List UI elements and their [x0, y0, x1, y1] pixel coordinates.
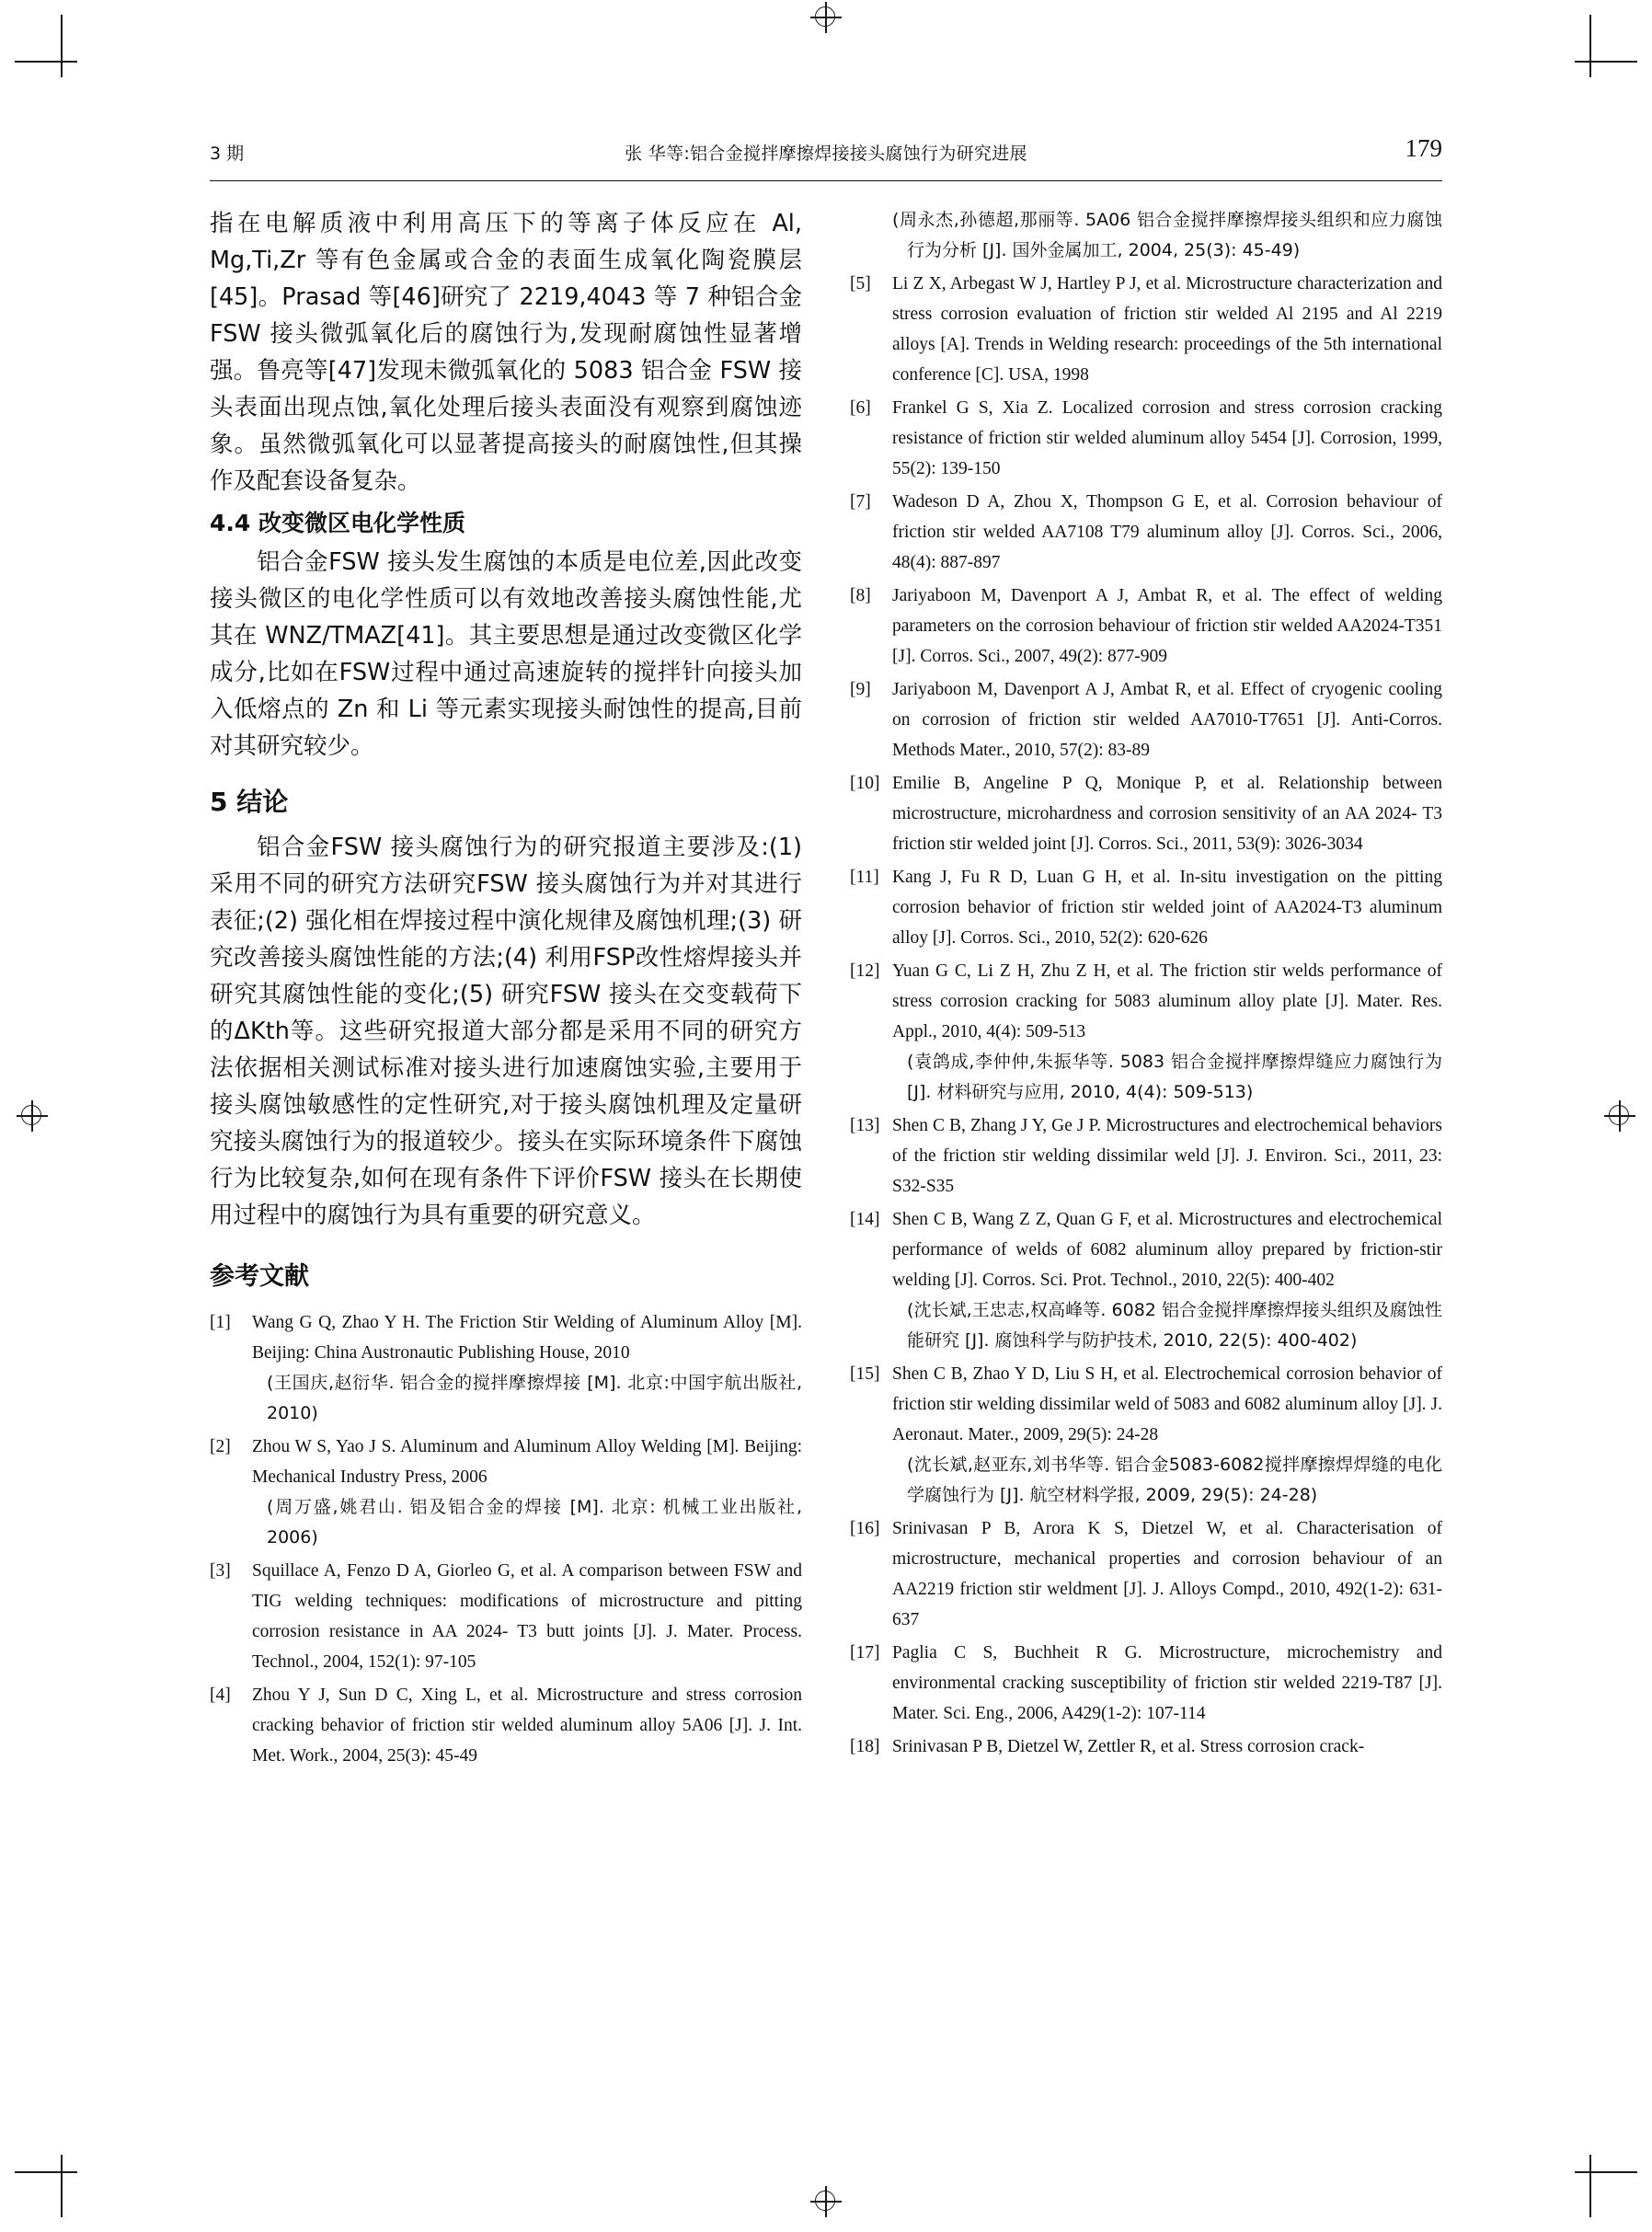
page-number: 179 — [1405, 134, 1442, 162]
crop-mark-top-right-v — [1589, 15, 1591, 77]
reference-number: [12] — [850, 961, 880, 981]
reference-number: [15] — [850, 1364, 880, 1384]
list-item — [850, 269, 1442, 390]
list-item — [850, 1638, 1442, 1729]
list-item — [850, 674, 1442, 765]
list-item — [850, 1732, 1442, 1762]
reference-text: Yuan G C, Li Z H, Zhu Z H, et al. The friction stir welds performance of stress corrosion cracking for 5083 aluminum alloy plate [J]. Mater. Res. Appl., 2010, 4(4): 509-513 — [892, 961, 1442, 1041]
list-item — [210, 1432, 802, 1553]
list-item — [850, 1204, 1442, 1356]
reference-text: Squillace A, Fenzo D A, Giorleo G, et al. A comparison between FSW and TIG welding techniques: modifications of microstructure and pitting corrosion resistance in AA 2024- T3 butt joints [J]. J. Mater. Process. Technol., 2004, 152(1): 97-105 — [252, 1561, 802, 1672]
reference-list-left — [210, 1307, 802, 1771]
crop-mark-bottom-left-v — [61, 2155, 63, 2217]
reference-number: [2] — [210, 1437, 231, 1456]
reference-number: [3] — [210, 1561, 231, 1581]
reference-number: [4] — [210, 1686, 231, 1705]
reference-text: Jariyaboon M, Davenport A J, Ambat R, et al. The effect of welding parameters on the corrosion behaviour of friction stir welded AA2024-T351 [J]. Corros. Sci., 2007, 49(2): 877-909 — [892, 586, 1442, 666]
crop-mark-bottom-right-h — [1575, 2171, 1637, 2173]
reference-text-chinese: (沈长斌,赵亚东,刘书华等. 铝合金5083-6082搅拌摩擦焊焊缝的电化学腐蚀行为 [J]. 航空材料学报, 2009, 29(5): 24-28) — [907, 1455, 1442, 1505]
running-title: 张 华等:铝合金搅拌摩擦焊接接头腐蚀行为研究进展 — [625, 144, 1027, 164]
reference-continuation-chinese: (周永杰,孙德超,那丽等. 5A06 铝合金搅拌摩擦焊接头组织和应力腐蚀行为分析 [J]. 国外金属加工, 2004, 25(3): 45-49) — [892, 210, 1442, 260]
reference-list-right — [850, 269, 1442, 1762]
reference-number: [8] — [850, 586, 871, 605]
running-head — [210, 134, 1442, 181]
reference-number: [6] — [850, 398, 871, 418]
crop-mark-top-right-h — [1575, 61, 1637, 63]
reference-number: [18] — [850, 1737, 880, 1756]
reference-number: [13] — [850, 1116, 880, 1135]
list-item — [210, 1307, 802, 1429]
reference-number: [10] — [850, 774, 880, 793]
reference-text-chinese: (袁鸽成,李仲仲,朱振华等. 5083 铝合金搅拌摩擦焊缝应力腐蚀行为 [J]. 材料研究与应用, 2010, 4(4): 509-513) — [907, 1052, 1442, 1102]
heading-section-4-4: 4.4 改变微区电化学性质 — [210, 510, 465, 536]
reference-text: Frankel G S, Xia Z. Localized corrosion and stress corrosion cracking resistance of friction stir welded aluminum alloy 5454 [J]. Corrosion, 1999, 55(2): 139-150 — [892, 398, 1442, 478]
reference-text: Zhou W S, Yao J S. Aluminum and Aluminum Alloy Welding [M]. Beijing: Mechanical Industry Press, 2006 — [252, 1437, 802, 1487]
list-item — [850, 768, 1442, 859]
reference-text: Wang G Q, Zhao Y H. The Friction Stir Welding of Aluminum Alloy [M]. Beijing: China Austronautic Publishing House, 2010 — [252, 1313, 802, 1363]
reference-text: Jariyaboon M, Davenport A J, Ambat R, et al. Effect of cryogenic cooling on corrosion of friction stir welded AA7010-T7651 [J]. Anti-Corros. Methods Mater., 2010, 57(2): 83-89 — [892, 680, 1442, 760]
paragraph-section-4-4: 铝合金FSW 接头发生腐蚀的本质是电位差,因此改变接头微区的电化学性质可以有效地改善接头腐蚀性能,尤其在 WNZ/TMAZ[41]。其主要思想是通过改变微区化学成分,比如在FSW过程中通过高速旋转的搅拌针向接头加入低熔点的 Zn 和 Li 等元素实现接头耐蚀性的提高,目前对其研究较少。 — [210, 548, 802, 760]
reference-number: [11] — [850, 868, 879, 887]
crop-mark-bottom-left-h — [15, 2171, 77, 2173]
reference-text: Emilie B, Angeline P Q, Monique P, et al. Relationship between microstructure, microhardness and corrosion sensitivity of an AA 2024- T3 friction stir welded joint [J]. Corros. Sci., 2011, 53(9): 3026-3034 — [892, 774, 1442, 854]
list-item — [850, 581, 1442, 672]
reference-number: [1] — [210, 1313, 231, 1332]
list-item — [850, 1359, 1442, 1511]
list-item — [850, 956, 1442, 1108]
reference-text: Srinivasan P B, Arora K S, Dietzel W, et al. Characterisation of microstructure, mechanical properties and corrosion behaviour of an AA2219 friction stir weldment [J]. J. Alloys Compd., 2010, 492(1-2): 631-637 — [892, 1519, 1442, 1629]
list-item — [850, 1110, 1442, 1202]
left-column — [210, 205, 802, 1774]
reference-text: Zhou Y J, Sun D C, Xing L, et al. Microstructure and stress corrosion cracking behavior of friction stir welded aluminum alloy 5A06 [J]. J. Int. Met. Work., 2004, 25(3): 45-49 — [252, 1686, 802, 1766]
list-item — [850, 862, 1442, 953]
reference-text: Kang J, Fu R D, Luan G H, et al. In-situ investigation on the pitting corrosion behavior of friction stir welded joint of AA2024-T3 aluminum alloy [J]. Corros. Sci., 2010, 52(2): 620-626 — [892, 868, 1442, 948]
reference-number: [5] — [850, 274, 871, 293]
reference-number: [9] — [850, 680, 871, 699]
heading-references: 参考文献 — [210, 1262, 309, 1291]
reference-text-chinese: (王国庆,赵衍华. 铝合金的搅拌摩擦焊接 [M]. 北京:中国宇航出版社, 2010) — [267, 1373, 802, 1423]
two-column-body — [210, 205, 1442, 1774]
registration-mark-left — [17, 1100, 48, 1132]
reference-text: Shen C B, Zhao Y D, Liu S H, et al. Electrochemical corrosion behavior of friction stir welding dissimilar weld of 5083 and 6082 aluminum alloy [J]. J. Aeronaut. Mater., 2009, 29(5): 24-28 — [892, 1364, 1442, 1444]
list-item — [850, 487, 1442, 578]
registration-mark-right — [1604, 1100, 1635, 1132]
reference-text: Wadeson D A, Zhou X, Thompson G E, et al. Corrosion behaviour of friction stir welded AA7108 T79 aluminum alloy [J]. Corros. Sci., 2006, 48(4): 887-897 — [892, 492, 1442, 572]
reference-text: Li Z X, Arbegast W J, Hartley P J, et al. Microstructure characterization and stress corrosion evaluation of friction stir welded Al 2195 and Al 2219 alloys [A]. Trends in Welding research: proceedings of the 5th international conference [C]. USA, 1998 — [892, 274, 1442, 385]
registration-mark-top — [810, 2, 842, 33]
reference-number: [17] — [850, 1643, 880, 1662]
reference-text: Shen C B, Zhang J Y, Ge J P. Microstructures and electrochemical behaviors of the friction stir welding dissimilar weld [J]. J. Environ. Sci., 2011, 23: S32-S35 — [892, 1116, 1442, 1196]
crop-mark-top-left-h — [15, 61, 77, 63]
heading-section-5: 5 结论 — [210, 787, 289, 817]
list-item — [850, 393, 1442, 484]
registration-mark-bottom — [810, 2186, 842, 2217]
reference-number: [7] — [850, 492, 871, 512]
right-column — [850, 205, 1442, 1774]
reference-text-chinese: (周万盛,姚君山. 铝及铝合金的焊接 [M]. 北京: 机械工业出版社, 2006) — [267, 1497, 802, 1547]
page-content — [210, 134, 1442, 2088]
list-item — [210, 1680, 802, 1771]
crop-mark-bottom-right-v — [1589, 2155, 1591, 2217]
list-item — [210, 1556, 802, 1677]
reference-text: Shen C B, Wang Z Z, Quan G F, et al. Microstructures and electrochemical performance of welds of 6082 aluminum alloy prepared by friction-stir welding [J]. Corros. Sci. Prot. Technol., 2010, 22(5): 400-402 — [892, 1210, 1442, 1290]
paragraph-section-5: 铝合金FSW 接头腐蚀行为的研究报道主要涉及:(1) 采用不同的研究方法研究FSW 接头腐蚀行为并对其进行表征;(2) 强化相在焊接过程中演化规律及腐蚀机理;(3) 研究改善接头腐蚀性能的方法;(4) 利用FSP改性熔焊接头并研究其腐蚀性能的变化;(5) 研究FSW 接头在交变载荷下的ΔKth等。这些研究报道大部分都是采用不同的研究方法依据相关测试标准对接头进行加速腐蚀实验,主要用于接头腐蚀敏感性的定性研究,对于接头腐蚀机理及定量研究接头腐蚀行为的报道较少。接头在实际环境条件下腐蚀行为比较复杂,如何在现有条件下评价FSW 接头在长期使用过程中的腐蚀行为具有重要的研究意义。 — [210, 834, 802, 1229]
crop-mark-top-left-v — [61, 15, 63, 77]
issue-label: 3 期 — [210, 144, 245, 164]
paragraph-micro-arc-oxidation: 指在电解质液中利用高压下的等离子体反应在 Al, Mg,Ti,Zr 等有色金属或合金的表面生成氧化陶瓷膜层[45]。Prasad 等[46]研究了 2219,4043 等 7 种铝合金 FSW 接头微弧氧化后的腐蚀行为,发现耐腐蚀性显著增强。鲁亮等[47]发现未微弧氧化的 5083 铝合金 FSW 接头表面出现点蚀,氧化处理后接头表面没有观察到腐蚀迹象。虽然微弧氧化可以显著提高接头的耐腐蚀性,但其操作及配套设备复杂。 — [210, 210, 802, 495]
reference-number: [16] — [850, 1519, 880, 1538]
reference-text-chinese: (沈长斌,王忠志,权高峰等. 6082 铝合金搅拌摩擦焊接头组织及腐蚀性能研究 [J]. 腐蚀科学与防护技术, 2010, 22(5): 400-402) — [907, 1300, 1442, 1351]
reference-text: Paglia C S, Buchheit R G. Microstructure, microchemistry and environmental cracking susceptibility of friction stir welded 2219-T87 [J]. Mater. Sci. Eng., 2006, A429(1-2): 107-114 — [892, 1643, 1442, 1723]
list-item — [850, 1513, 1442, 1635]
reference-text: Srinivasan P B, Dietzel W, Zettler R, et al. Stress corrosion crack- — [892, 1737, 1365, 1756]
reference-number: [14] — [850, 1210, 880, 1229]
